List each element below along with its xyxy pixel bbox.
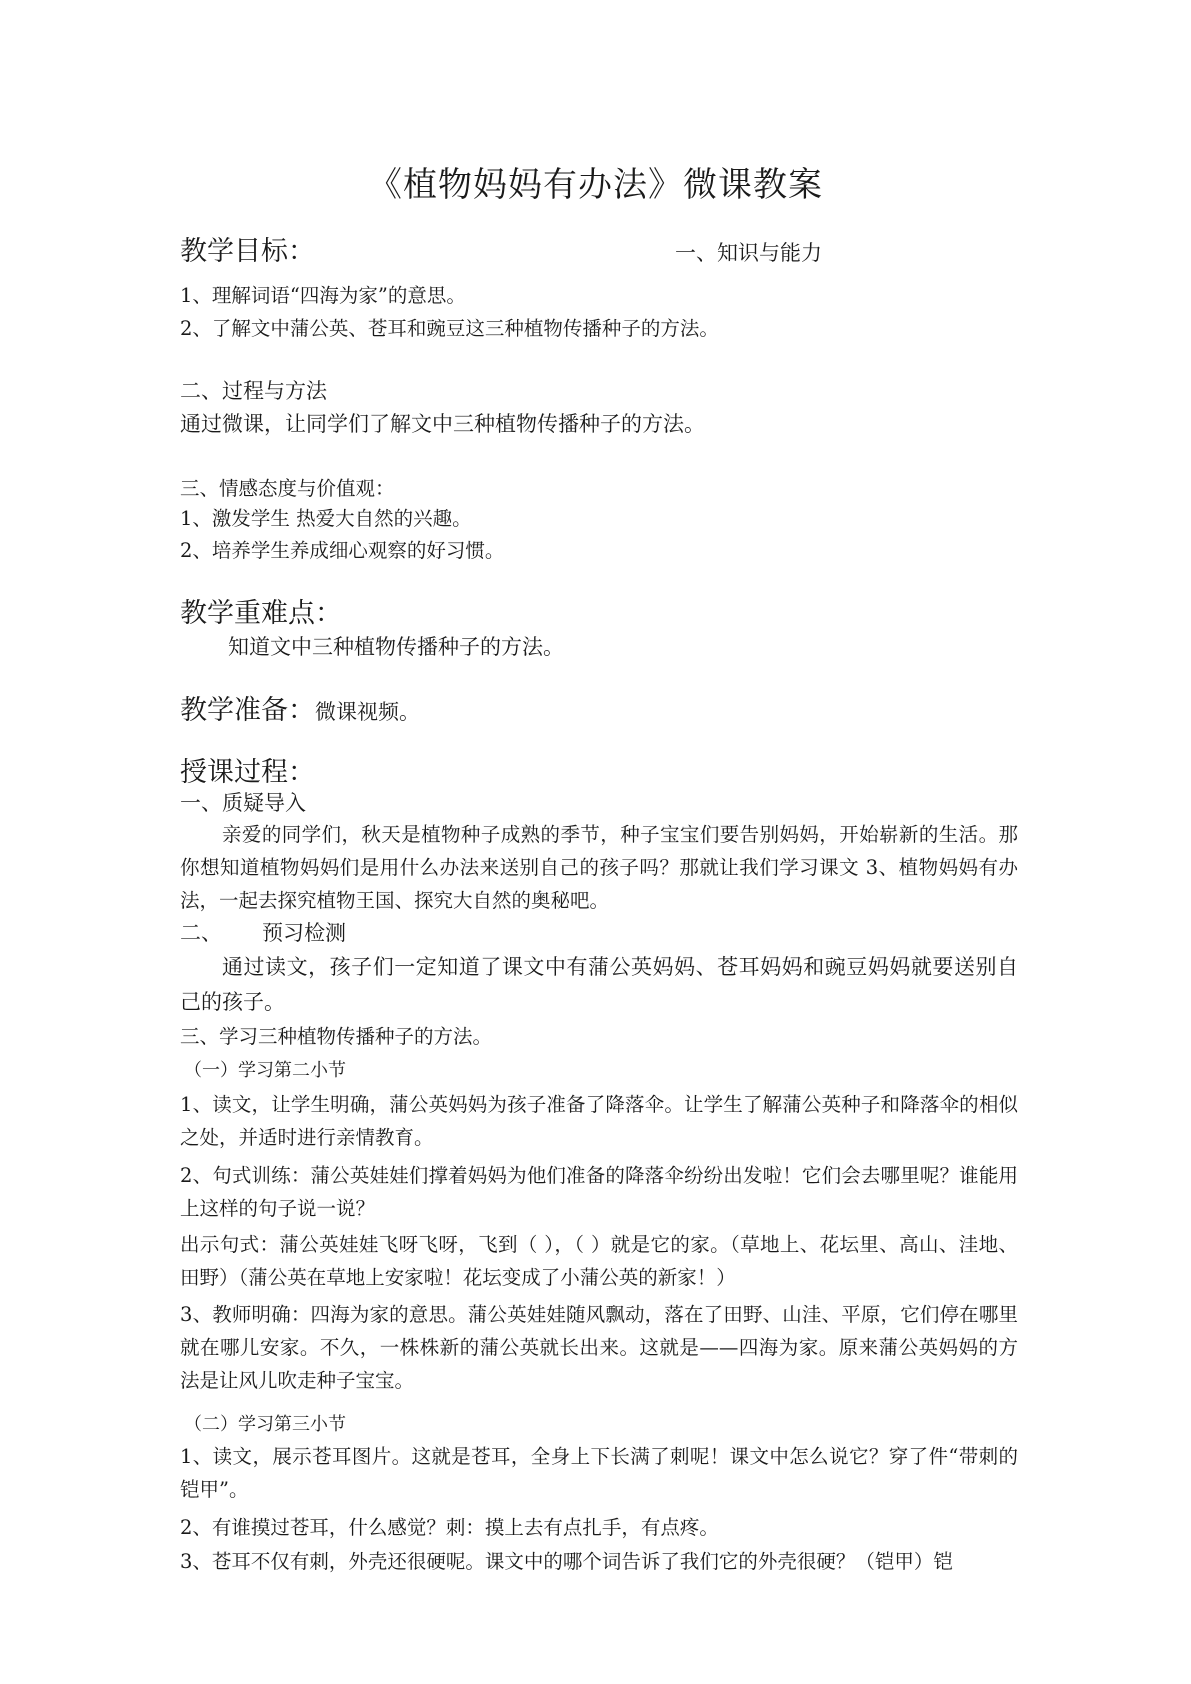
preparation-text: 微课视频。	[315, 700, 420, 724]
part-2-title: （二）学习第三小节	[184, 1414, 346, 1435]
objectives-sub2: 二、过程与方法	[180, 379, 327, 403]
section-3-title: 三、学习三种植物传播种子的方法。	[180, 1025, 493, 1048]
process-heading: 授课过程：	[180, 757, 315, 788]
part-1-item-2: 2、句式训练：蒲公英娃娃们撑着妈妈为他们准备的降落伞纷纷出发啦！它们会去哪里呢？谁能用上这样的句子说一说？	[180, 1164, 1018, 1220]
objectives-heading: 教学目标：	[180, 236, 315, 267]
part-2-item-1: 1、读文，展示苍耳图片。这就是苍耳，全身上下长满了刺呢！课文中怎么说它？穿了件“带刺的铠甲”。	[180, 1445, 1018, 1501]
part-1-item-1: 1、读文，让学生明确，蒲公英妈妈为孩子准备了降落伞。让学生了解蒲公英种子和降落伞的相似之处，并适时进行亲情教育。	[180, 1093, 1018, 1149]
objective-item-2: 2、了解文中蒲公英、苍耳和豌豆这三种植物传播种子的方法。	[180, 317, 719, 340]
objective-emotion-2: 2、培养学生养成细心观察的好习惯。	[180, 539, 505, 562]
part-1-item-4: 3、教师明确：四海为家的意思。蒲公英娃娃随风飘动，落在了田野、山洼、平原，它们停在哪里就在哪儿安家。不久，一株株新的蒲公英就长出来。这就是——四海为家。原来蒲公英妈妈的方法是让风儿吹走种子宝宝。	[180, 1303, 1018, 1392]
section-2-text: 通过读文，孩子们一定知道了课文中有蒲公英妈妈、苍耳妈妈和豌豆妈妈就要送别自己的孩子。	[180, 955, 1018, 1014]
document-title: 《植物妈妈有办法》微课教案	[368, 165, 823, 205]
part-2-item-3: 3、苍耳不仅有刺，外壳还很硬呢。课文中的哪个词告诉了我们它的外壳很硬？（铠甲）铠	[180, 1550, 953, 1573]
key-points-text: 知道文中三种植物传播种子的方法。	[228, 635, 564, 659]
section-2-title-text: 二、 预习检测	[180, 921, 347, 945]
objectives-text2: 通过微课，让同学们了解文中三种植物传播种子的方法。	[180, 412, 705, 436]
objective-item-1: 1、理解词语“四海为家”的意思。	[180, 284, 466, 307]
key-points-heading: 教学重难点：	[180, 598, 342, 629]
objective-emotion-1: 1、激发学生 热爱大自然的兴趣。	[180, 507, 472, 530]
section-2-title	[180, 918, 346, 948]
part-2-item-2: 2、有谁摸过苍耳，什么感觉？刺：摸上去有点扎手，有点疼。	[180, 1516, 719, 1539]
objectives-sub3: 三、情感态度与价值观：	[180, 477, 395, 500]
part-1-item-3: 出示句式：蒲公英娃娃飞呀飞呀，飞到（ ），（ ）就是它的家。（草地上、花坛里、高山、洼地、田野）（蒲公英在草地上安家啦！花坛变成了小蒲公英的新家！）	[180, 1233, 1018, 1289]
part-1-title: （一）学习第二小节	[184, 1060, 346, 1081]
section-1-text: 亲爱的同学们，秋天是植物种子成熟的季节，种子宝宝们要告别妈妈，开始崭新的生活。那你想知道植物妈妈们是用什么办法来送别自己的孩子吗？那就让我们学习课文 3、植物妈妈有办法，一起去探究植物王国、探究大自然的奥秘吧。	[180, 823, 1018, 912]
preparation-heading	[180, 693, 420, 730]
preparation-label: 教学准备：	[180, 695, 315, 726]
section-1-title: 一、质疑导入	[180, 791, 306, 815]
objectives-sub1: 一、知识与能力	[675, 241, 822, 265]
